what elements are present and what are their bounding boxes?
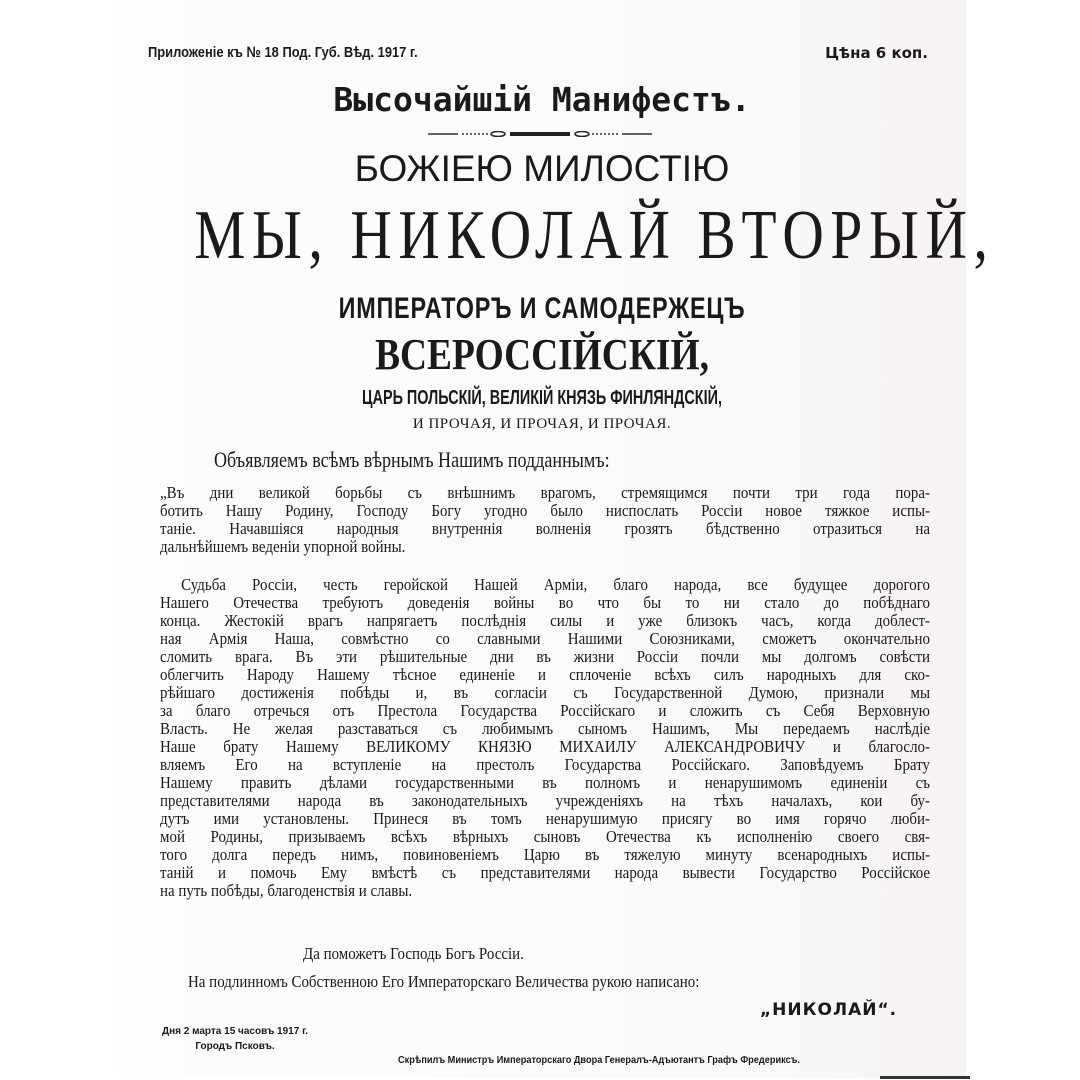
text-line: таніе. Начавшіяся народныя внутреннія волненія грозятъ бѣдственно отразиться на <box>160 519 930 538</box>
text-line: дальнѣйшемъ веденіи упорной войны. <box>160 537 406 556</box>
text-line: Власть. Не желая разставаться съ любимымъ сыномъ Нашимъ, Мы передаемъ наслѣдіе <box>160 719 930 738</box>
emperor-heading: ИМПЕРАТОРЪ И САМОДЕРЖЕЦЪ <box>338 292 746 325</box>
page-edge-shadow <box>880 1076 970 1079</box>
monarch-name-heading: МЫ, НИКОЛАЙ ВТОРЫЙ, <box>194 197 995 274</box>
text-line: на путь побѣды, благоденствія и славы. <box>160 881 413 900</box>
text-line: ботить Нашу Родину, Господу Богу угодно было ниспослать Россіи новое тяжкое испы- <box>160 501 930 520</box>
text-line: Судьба Россіи, честь геройской Нашей Арміи, благо народа, все будущее дорогого <box>181 575 930 594</box>
text-line: таній и помочь Ему вмѣстѣ съ представителями народа вывести Государство Россійское <box>160 863 930 882</box>
city-line: Городъ Псковъ. <box>195 1041 275 1052</box>
paragraph-2 <box>160 576 930 900</box>
titles-heading: ЦАРЬ ПОЛЬСКІЙ, ВЕЛИКІЙ КНЯЗЬ ФИНЛЯНДСКІЙ, <box>362 387 722 409</box>
text-line: конца. Жестокій врагъ напрягаетъ послѣднія силы и уже близокъ часъ, когда доблест- <box>160 611 930 630</box>
document-title: Высочайшій Манифестъ. <box>333 80 751 119</box>
all-russia-heading: ВСЕРОССІЙСКІЙ, <box>375 330 709 379</box>
announcement-line: Объявляемъ всѣмъ вѣрнымъ Нашимъ подданнымъ: <box>214 447 610 472</box>
text-line: ная Армія Наша, совмѣстно со славными Нашими Союзниками, сможетъ окончательно <box>160 629 930 648</box>
text-line: того долга передъ нимъ, повиновеніемъ Царю въ тяжелую минуту всенародныхъ испы- <box>160 845 930 864</box>
text-line: сломить врага. Въ эти рѣшительные дни въ жизни Россіи почли мы долгомъ совѣсти <box>160 647 930 666</box>
text-line: вляемъ Его на вступленіе на престолъ Государства Россійскаго. Заповѣдуемъ Брату <box>160 755 930 774</box>
paragraph-1 <box>160 484 930 556</box>
text-line: за благо отречься отъ Престола Государства Россійскаго и сложить съ Себя Верховную <box>160 701 930 720</box>
countersignature: Скрѣпилъ Министръ Императорскаго Двора Генералъ-Адъютантъ Графъ Фредериксъ. <box>398 1055 800 1066</box>
etcetera-line: И ПРОЧАЯ, И ПРОЧАЯ, И ПРОЧАЯ. <box>412 416 672 432</box>
ornament-divider <box>428 131 652 137</box>
date-line: Дня 2 марта 15 часовъ 1917 г. <box>161 1026 309 1037</box>
text-line: представителями народа въ законодательныхъ учрежденіяхъ на тѣхъ началахъ, кои бу- <box>160 791 930 810</box>
text-line: Нашему править дѣлами государственными въ полномъ и ненарушимомъ единеніи съ <box>160 773 930 792</box>
place-date-block <box>150 1024 320 1054</box>
attestation-line: На подлинномъ Собственною Его Императорскаго Величества рукою написано: <box>188 972 700 991</box>
signature: „НИКОЛАЙ“. <box>760 1000 898 1020</box>
text-line: дутъ ими установлены. Принеся въ томъ ненарушимую присягу во имя горячо люби- <box>160 809 930 828</box>
price-label: Цѣна 6 коп. <box>825 44 928 62</box>
by-grace-heading: БОЖІЕЮ МИЛОСТІЮ <box>354 148 730 189</box>
supplement-line: Приложенiе къ № 18 Под. Губ. Вѣд. 1917 г. <box>148 44 418 61</box>
closing-blessing: Да поможетъ Господь Богъ Россіи. <box>303 944 524 963</box>
text-line: облегчить Народу Нашему тѣсное единеніе и сплоченіе всѣхъ силъ народныхъ для ско- <box>160 665 930 684</box>
text-line: мой Родины, призываемъ всѣхъ вѣрныхъ сыновъ Отечества къ исполненію своего свя- <box>160 827 930 846</box>
text-line: рѣйшаго достиженія побѣды и, въ согласіи съ Государственной Думою, признали мы <box>160 683 930 702</box>
text-line: Нашего Отечества требуютъ доведенія войны во что бы то ни стало до побѣднаго <box>160 593 930 612</box>
text-line: Наше брату Нашему ВЕЛИКОМУ КНЯЗЮ МИХАИЛУ АЛЕКСАНДРОВИЧУ и благосло- <box>160 737 930 756</box>
text-line: „Въ дни великой борьбы съ внѣшнимъ врагомъ, стремящимся почти три года пора- <box>160 483 930 502</box>
